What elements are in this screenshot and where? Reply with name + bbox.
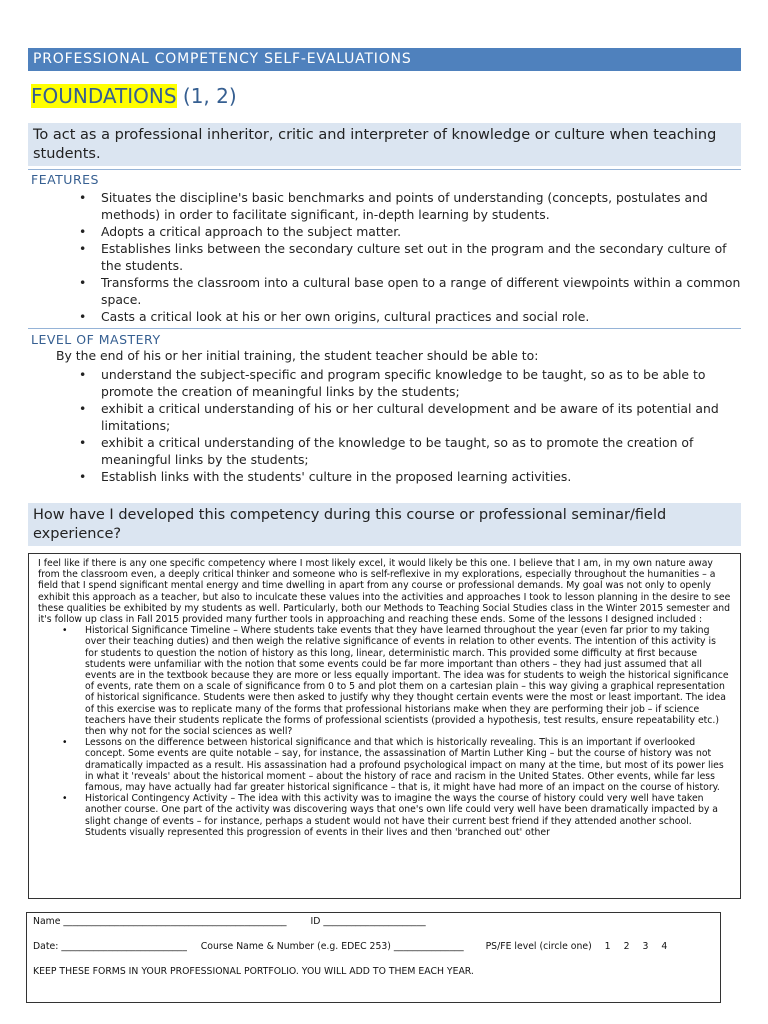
bullet-icon: • [79,224,87,239]
bullet-icon: • [79,190,87,205]
level-label: PS/FE level (circle one) [485,941,592,952]
level-option-2[interactable]: 2 [623,941,630,952]
bullet-icon: • [62,737,68,749]
portfolio-note: KEEP THESE FORMS IN YOUR PROFESSIONAL PORTFOLIO. YOU WILL ADD TO THEM EACH YEAR. [33,966,474,977]
competency-heading [31,84,237,108]
features-label: FEATURES [31,172,99,187]
bullet-icon: • [79,435,87,450]
list-item: • understand the subject-specific and program specific knowledge to be taught, so as to be able to promote the creation of meaningful links by the students; [79,367,706,399]
list-item: • exhibit a critical understanding of the knowledge to be taught, so as to promote the creation of meaningful links by the students; [79,435,694,467]
heading-numbers: (1, 2) [176,84,237,108]
features-divider [28,169,741,170]
date-label: Date: [33,941,59,952]
list-item: • Adopts a critical approach to the subject matter. [79,224,402,239]
list-item: • Situates the discipline's basic benchmarks and points of understanding (concepts, postulates and methods) in order to facilitate significant, in-depth learning by students. [79,190,708,222]
name-label: Name [33,916,61,927]
level-selector [486,941,668,952]
mastery-intro: By the end of his or her initial training, the student teacher should be able to: [56,348,539,363]
reflection-answer-box[interactable] [28,553,741,899]
banner-title: PROFESSIONAL COMPETENCY SELF-EVALUATIONS [33,51,412,67]
course-label: Course Name & Number (e.g. EDEC 253) [200,941,391,952]
date-row [33,941,667,952]
bullet-icon: • [79,367,87,382]
mastery-label: LEVEL OF MASTERY [31,332,161,347]
bullet-icon: • [79,401,87,416]
list-item: • Establish links with the students' culture in the proposed learning activities. [79,469,572,484]
reflection-question: How have I developed this competency during this course or professional seminar/field experience? [33,507,667,542]
bullet-icon: • [79,275,87,290]
competency-statement: To act as a professional inheritor, critic and interpreter of knowledge or culture when teaching students. [33,127,717,162]
competency-statement-box [28,123,741,166]
list-item: • Casts a critical look at his or her own origins, cultural practices and social role. [79,309,590,324]
bullet-icon: • [62,625,68,637]
id-label: ID [310,916,321,927]
list-item: • Establishes links between the secondary culture set out in the program and the secondary culture of the students. [79,241,727,273]
features-list [79,189,741,325]
level-option-3[interactable]: 3 [642,941,649,952]
list-item: • Lessons on the difference between historical significance and that which is historically revealing. This is an important if overlooked concept. Some events are quite notable – say, for instance, the assassination of Martin Luther King – but the course of history was not dramatically impacted as a result. His assassination had a profound psychological impact on many at the time, but most of its power lies in what it 'reveals' about the historical moment – about the history of race and racism in the United States. Other events, while far less famous, may have actually had far greater historical significance – that is, it might have had more of an impact on the course of history. [62,737,724,794]
bullet-icon: • [79,469,87,484]
list-item: • exhibit a critical understanding of his or her cultural development and be aware of its potential and limitations; [79,401,719,433]
bullet-icon: • [79,309,87,324]
mastery-list [79,366,741,485]
reflection-question-box [28,503,741,546]
date-field[interactable]: ___________________________ [61,941,187,952]
section-banner [28,48,741,71]
student-info-form [26,912,721,1003]
mastery-divider [28,328,741,329]
name-field[interactable]: ________________________________________________ [63,916,287,927]
heading-highlight: FOUNDATIONS [31,84,177,108]
course-field[interactable]: _______________ [393,941,464,952]
essay-intro: I feel like if there is any one specific competency where I most likely excel, it would likely be this one. I believe that I am, in my own nature away from the classroom even, a deeply critical thinker and someone who is self-reflexive in my explorations, especially throughout the humanities – a field that I spend significant mental energy and time dwelling in apart from any course or professional demands. My goal was not only to openly exhibit this approach as a teacher, but also to inculcate these values into the activities and approaches I took to lesson planning in the desire to see these qualities be exhibited by my students as well. Particularly, both our Methods to Teaching Social Studies class in the Winter 2015 semester and it's follow up class in Fall 2015 provided many further tools in approaching and reaching these ends. Some of the lessons I designed included : [38,558,731,626]
level-option-1[interactable]: 1 [604,941,611,952]
list-item: • Historical Contingency Activity – The idea with this activity was to imagine the ways the course of history could very well have taken another course. One part of the activity was discovering ways that one's own life could very well have been dramatically impacted by a slight change of events – for instance, perhaps a student would not have their current best friend if they attended another school. Students visually represented this progression of events in their lives and then 'branched out' other [62,793,718,838]
list-item: • Historical Significance Timeline – Where students take events that they have learned throughout the year (even far prior to my taking over their teaching duties) and then weigh the relative significance of events in relation to other events. The intention of this activity is for students to question the notion of history as this long, linear, deterministic march. This provided some difficulty at first because students were unfamiliar with the notion that some events could be far more important than others – they had just assumed that all events are in the textbook because they are more or less equally important. The idea was for students to weigh the historical significance of events, rate them on a scale of significance from 0 to 5 and plot them on a cartesian plain – this way giving a graphical representation of historical significance. Students were then asked to justify why they thought certain events were the most or least important. The idea of this exercise was to replicate many of the forms that professional historians make when they are performing their job – if science teachers have their students replicate the forms of professional scientists (provided a hypothesis, test results, ensure repeatability etc.) then why not for the social sciences as well? [62,625,729,738]
list-item: • Transforms the classroom into a cultural base open to a range of different viewpoints within a common space. [79,275,741,307]
bullet-icon: • [79,241,87,256]
lessons-list [38,625,731,838]
id-field[interactable]: ______________________ [323,916,426,927]
level-option-4[interactable]: 4 [661,941,668,952]
bullet-icon: • [62,793,68,805]
name-row [33,916,426,927]
